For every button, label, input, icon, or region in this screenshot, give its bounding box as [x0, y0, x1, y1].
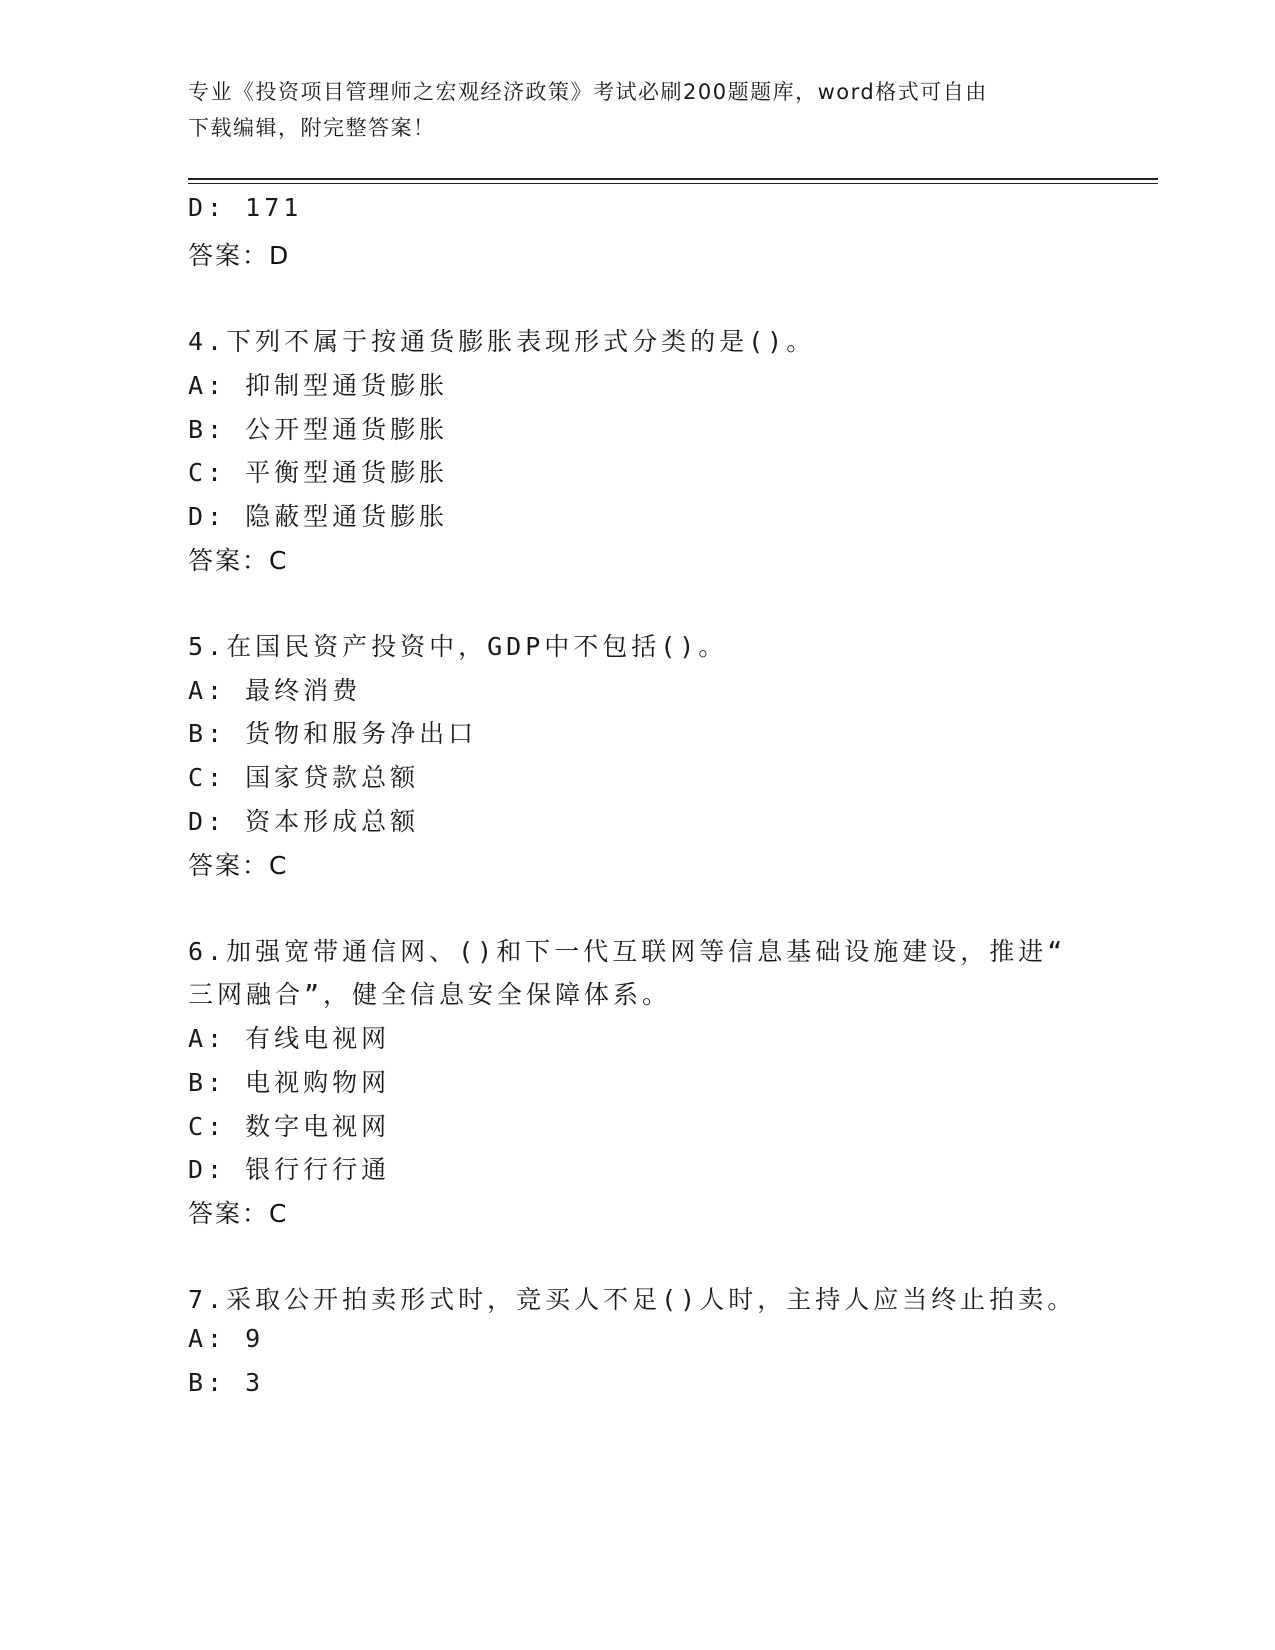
q6-option-c: C: 数字电视网	[188, 1112, 391, 1141]
q6-question-line-2: 三网融合”，健全信息安全保障体系。	[188, 980, 672, 1009]
q5-option-c: C: 国家贷款总额	[188, 763, 420, 792]
q6-option-a: A: 有线电视网	[188, 1024, 391, 1053]
header-divider-top	[188, 178, 1158, 180]
q6-option-d: D: 银行行行通	[188, 1155, 391, 1184]
q4-option-d: D: 隐蔽型通货膨胀	[188, 502, 449, 531]
document-header	[188, 74, 1088, 146]
q4-option-b: B: 公开型通货膨胀	[188, 415, 449, 444]
q4-question: 4.下列不属于按通货膨胀表现形式分类的是()。	[188, 327, 816, 356]
q7-option-b: B: 3	[188, 1368, 265, 1397]
q4-answer: 答案：C	[188, 546, 289, 575]
prev-option-d: D: 171	[188, 193, 303, 222]
header-line-1: 专业《投资项目管理师之宏观经济政策》考试必刷200题题库，word格式可自由	[188, 80, 988, 104]
q6-answer: 答案：C	[188, 1199, 289, 1228]
q7-question: 7.采取公开拍卖形式时，竞买人不足()人时，主持人应当终止拍卖。	[188, 1285, 1077, 1314]
q5-option-a: A: 最终消费	[188, 676, 362, 705]
q5-option-d: D: 资本形成总额	[188, 807, 420, 836]
q6-option-b: B: 电视购物网	[188, 1068, 391, 1097]
header-divider-bottom	[188, 183, 1158, 184]
q4-option-c: C: 平衡型通货膨胀	[188, 458, 449, 487]
prev-answer: 答案：D	[188, 241, 291, 270]
q4-option-a: A: 抑制型通货膨胀	[188, 371, 449, 400]
q5-option-b: B: 货物和服务净出口	[188, 719, 478, 748]
q7-option-a: A: 9	[188, 1324, 265, 1353]
header-line-2: 下载编辑，附完整答案！	[188, 116, 436, 140]
q5-question: 5.在国民资产投资中，GDP中不包括()。	[188, 632, 728, 661]
q5-answer: 答案：C	[188, 851, 289, 880]
q6-question-line-1: 6.加强宽带通信网、()和下一代互联网等信息基础设施建设，推进“	[188, 937, 1067, 966]
